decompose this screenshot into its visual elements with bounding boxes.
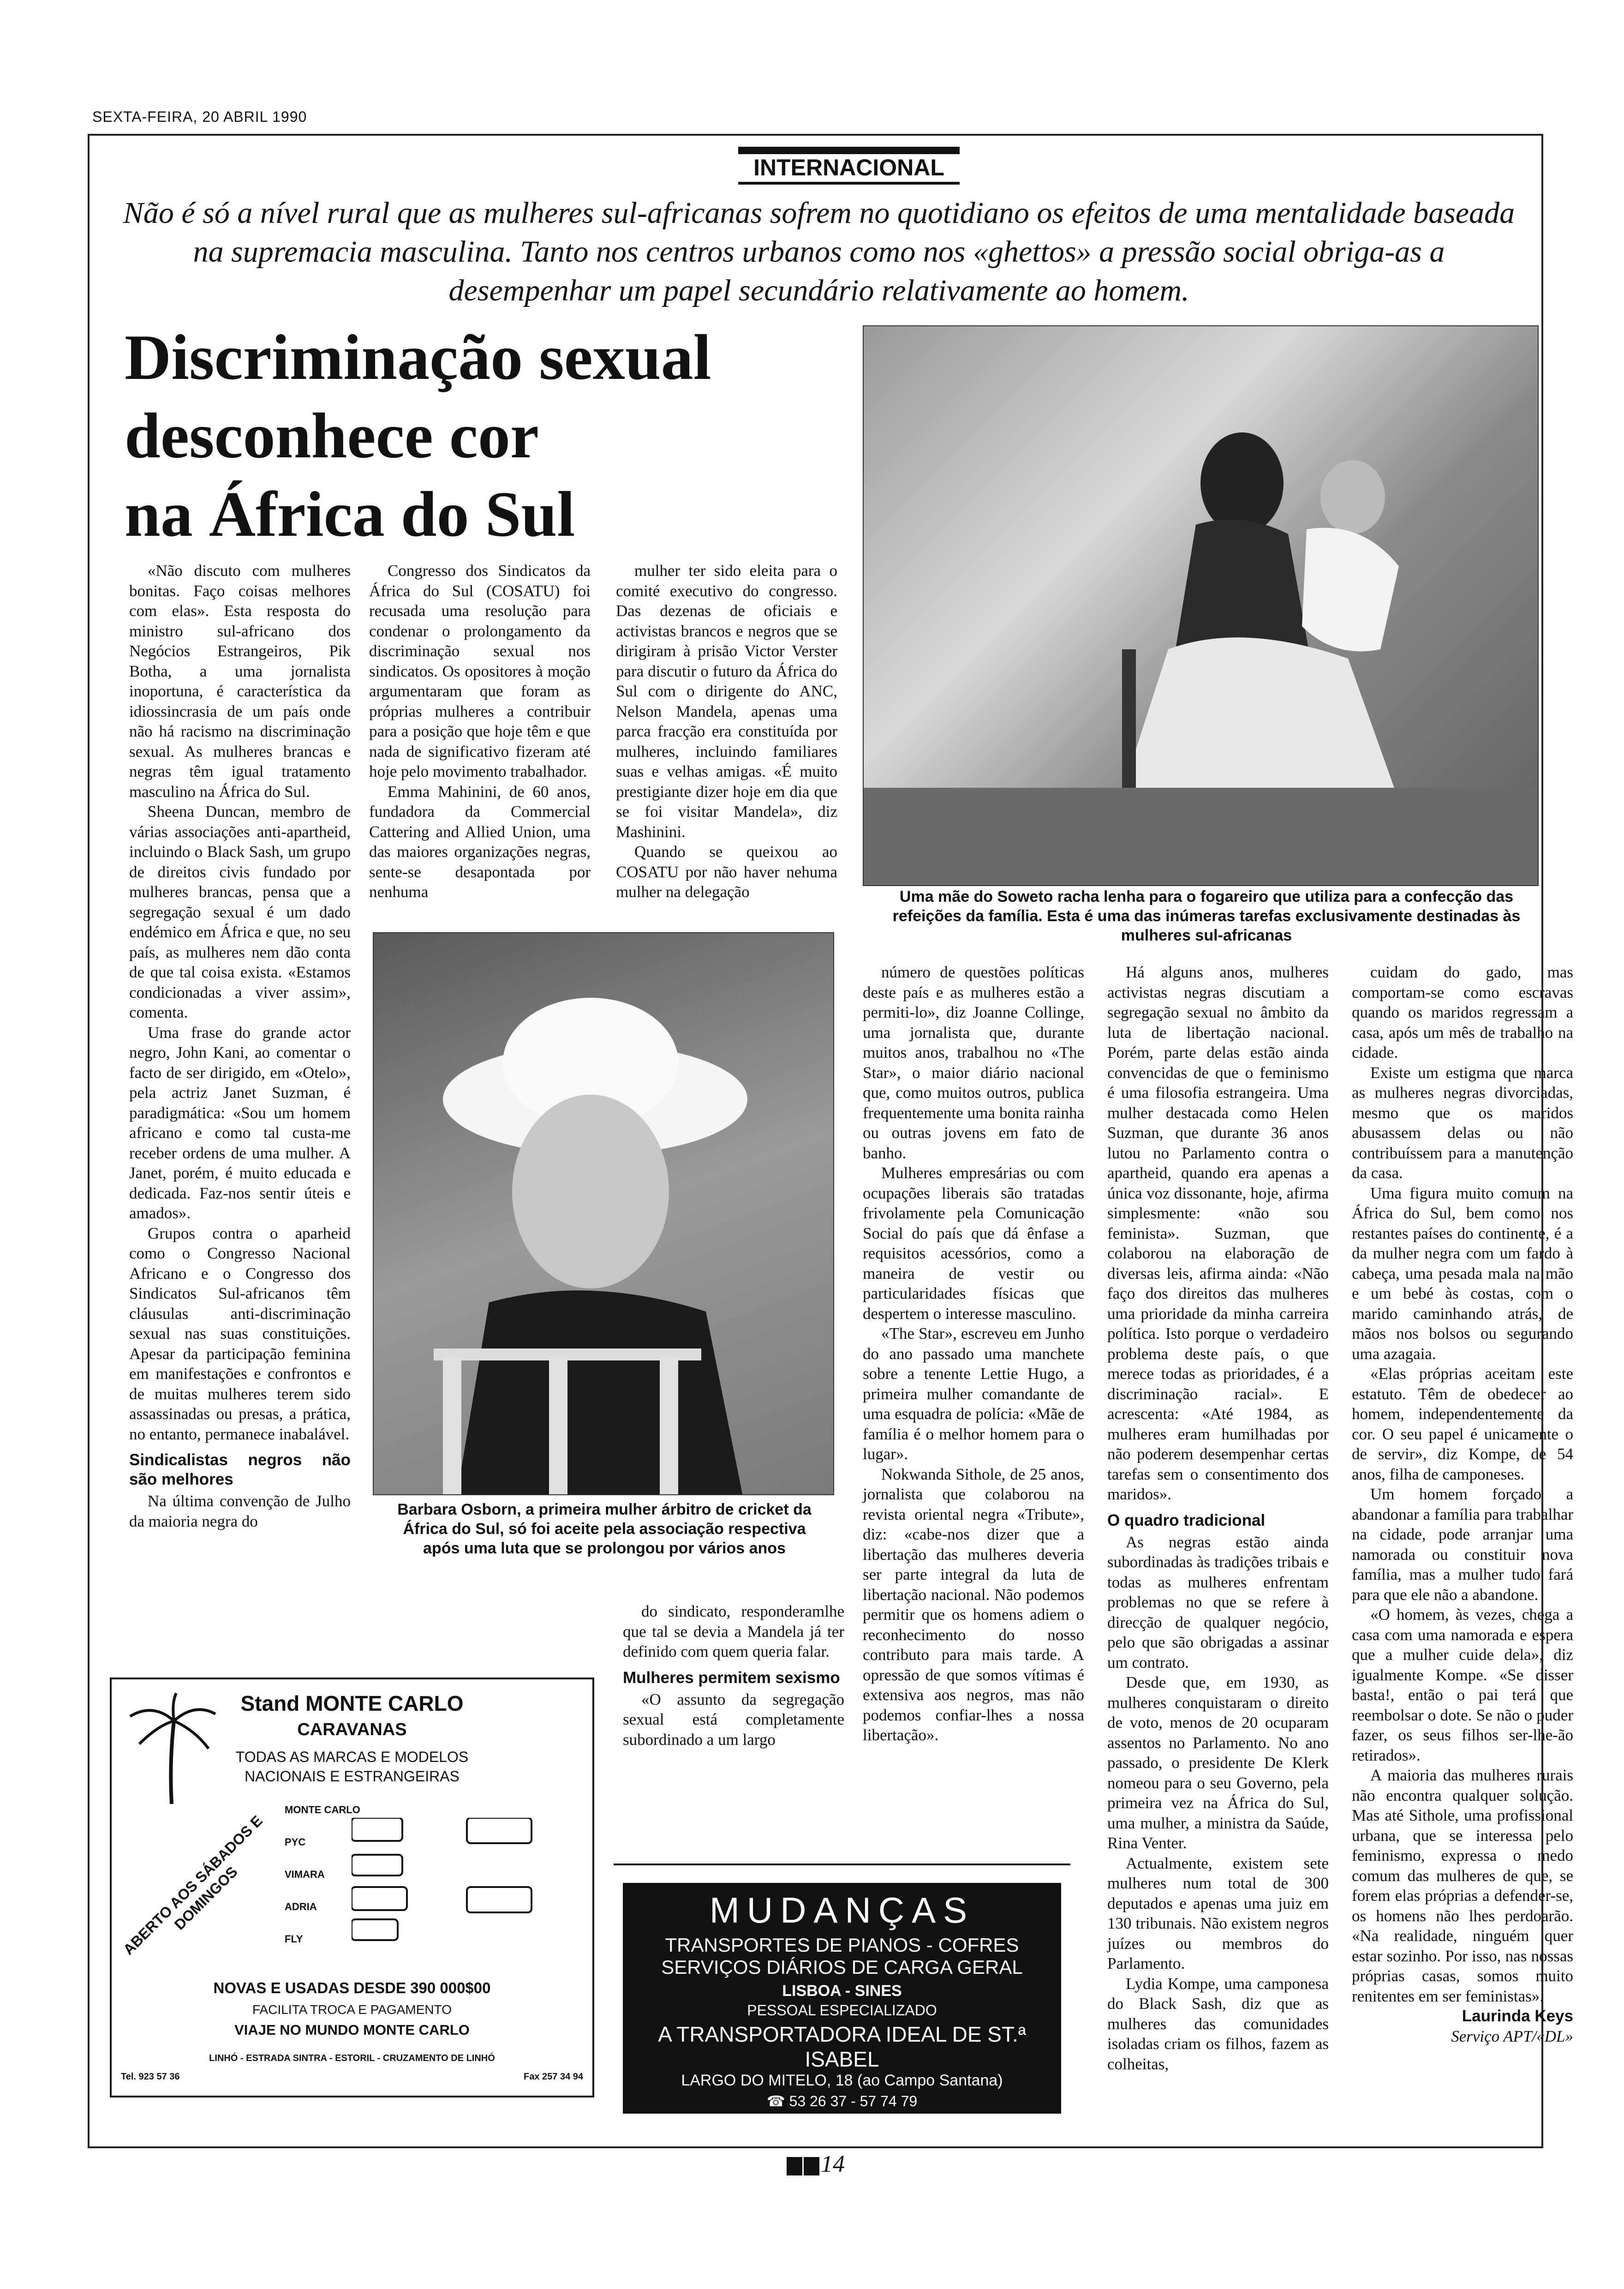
ad-slogan: VIAJE NO MUNDO MONTE CARLO xyxy=(234,2022,470,2038)
subhead: Mulheres permitem sexismo xyxy=(623,1668,840,1687)
ad-title-prefix: Stand xyxy=(240,1691,306,1715)
model-label: VIMARA xyxy=(285,1869,325,1880)
article-column-3-continued xyxy=(623,1601,844,1750)
ad-mudancas xyxy=(623,1883,1061,2114)
article-column-3 xyxy=(616,561,837,902)
article-column-6 xyxy=(1352,962,1573,2046)
caravans-icon xyxy=(352,1818,555,1952)
ad-subtitle: CARAVANAS xyxy=(297,1720,407,1739)
ad-phone: ☎ 53 26 37 - 57 74 79 xyxy=(766,2093,918,2109)
ad-address: LINHÓ - ESTRADA SINTRA - ESTORIL - CRUZAMENTO DE LINHÓ xyxy=(209,2053,495,2063)
paragraph: Actualmente, existem sete mulheres num total de 300 deputados e apenas uma juiz em 130 tribunais. Não existem negros juízes ou membros do Parlamento. xyxy=(1107,1854,1329,1972)
author-signature: Laurinda Keys xyxy=(1462,2007,1573,2025)
ad-title: MUDANÇAS xyxy=(709,1890,975,1930)
article-column-4 xyxy=(863,962,1084,1745)
author-agency: Serviço APT/«DL» xyxy=(1451,2027,1573,2045)
paragraph: Nokwanda Sithole, de 25 anos, jornalista que colaborou na revista oriental negra «Tribute», diz: «cabe-nos dizer que a libertação das mulheres deveria ser parte integral da luta de libertação nacional. Não podemos permitir que os homens adiem o reconhecimento do nosso contributo para mais tarde. A opressão de que somos vítimas é extensiva aos negros, mas não podemos confiar-lhes a nossa libertação». xyxy=(863,1465,1084,1744)
paragraph: Grupos contra o aparheid como o Congresso Nacional Africano e o Congresso dos Sindicatos Sul-africanos têm cláusulas anti-discriminação sexual nas suas constituições. Apesar da participação feminina em manifestações e confrontos e de muitas mulheres terem sido assassinadas ou presas, a prática, no entanto, permanece inabalável. xyxy=(129,1224,351,1443)
section-label: INTERNACIONAL xyxy=(738,147,960,185)
paragraph: Um homem forçado a abandonar a família para trabalhar na cidade, pode arranjar uma namorada ou constituir nova família, mas a mulher tudo fará para que ele não a abandone. xyxy=(1352,1485,1574,1604)
model-label: MONTE CARLO xyxy=(285,1804,360,1816)
paragraph: do sindicato, responderamlhe que tal se devia a Mandela já ter definido com quem queria falar. xyxy=(623,1602,844,1660)
photo-illustration xyxy=(864,326,1539,886)
paragraph: A maioria das mulheres rurais não encontra qualquer solução. Mas até Sithole, uma profissional urbana, que se interessa pelo feminismo, expressa o medo comum das mulheres de que, se forem elas próprias a defender-se, os homens não lhes perdoarão. «Na realidade, ninguém quer estar sozinho. Por isso, nas nossas próprias casas, somos muito renitentes em ser feministas». xyxy=(1352,1766,1573,2005)
newspaper-logo-icon xyxy=(787,2157,802,2175)
paragraph: Existe um estigma que marca as mulheres negras divorciadas, mesmo que os maridos abusassem delas ou não contribuíssem para a manutenção da casa. xyxy=(1352,1063,1573,1182)
paragraph: Lydia Kompe, uma camponesa do Black Sash, diz que as mulheres das comunidades isoladas criam os filhos, fazem as colheitas, xyxy=(1107,1974,1329,2073)
ad-line: TODAS AS MARCAS E MODELOS xyxy=(235,1749,469,1765)
ad-line: PESSOAL ESPECIALIZADO xyxy=(747,2002,937,2019)
ad-offer: NOVAS E USADAS DESDE 390 000$00 xyxy=(213,1979,491,1996)
model-label: ADRIA xyxy=(285,1901,317,1912)
ad-line: NACIONAIS E ESTRANGEIRAS xyxy=(245,1768,460,1785)
ad-opening-days: ABERTO AOS SÁBADOS E DOMINGOS xyxy=(119,1812,266,1958)
page-number xyxy=(787,2151,845,2178)
ad-route: LISBOA - SINES xyxy=(782,1982,902,2000)
subhead: Sindicalistas negros não são melhores xyxy=(129,1451,351,1488)
paragraph: cuidam do gado, mas comportam-se como escravas quando os maridos regressam a casa, após um mês de trabalho na cidade. xyxy=(1352,963,1573,1061)
paragraph: «O assunto da segregação sexual está completamente subordinado a um largo xyxy=(623,1690,844,1749)
paragraph: Uma figura muito comum na África do Sul, bem como nos restantes países do continente, é a da mulher negra com um fardo à cabeça, uma pesada mala na mão e um bebé às costas, com o marido caminhando atrás, de mãos nos bolsos ou segurando uma azagaia. xyxy=(1352,1184,1573,1363)
paragraph: As negras estão ainda subordinadas às tradições tribais e todas as mulheres enfrentam problemas no que se refere à direcção de qualquer negócio, pelo que são obrigadas a assinar um contrato. xyxy=(1107,1533,1329,1672)
paragraph: mulher ter sido eleita para o comité executivo do congresso. Das dezenas de oficiais e activistas brancos e negros que se dirigiram à prisão Victor Verster para discutir o futuro da África do Sul com o dirigente do ANC, Nelson Mandela, apenas uma parca fracção era constituída por mulheres, incluindo familiares suas e velhas amigas. «É muito prestigiante dizer hoje em dia que se foi visitar Mandela», diz Mashinini. xyxy=(616,562,837,841)
paragraph: Emma Mahinini, de 60 anos, fundadora da Commercial Cattering and Allied Union, uma das maiores organizações negras, sente-se desapontada por nenhuma xyxy=(369,782,591,901)
paragraph: Mulheres empresárias ou com ocupações liberais são tratadas frivolamente pela Comunicação Social do país que dá ênfase a requisitos acessórios, como a maneira de vestir ou particularidades físicas que despertem o interesse masculino. xyxy=(863,1164,1084,1323)
article-column-2 xyxy=(369,561,591,902)
title-line: Discriminação sexual xyxy=(125,322,711,393)
title-line: na África do Sul xyxy=(125,479,575,550)
ad-company: A TRANSPORTADORA IDEAL DE ST.ª ISABEL xyxy=(658,2022,1026,2071)
article-column-1 xyxy=(129,561,351,1531)
photo-soweto-caption: Uma mãe do Soweto racha lenha para o fogareiro que utiliza para a confecção das refeições da família. Esta é uma das inúmeras tarefas exclusivamente destinadas às mulheres sul-africanas xyxy=(892,888,1521,944)
article-title xyxy=(125,318,844,554)
paragraph: Há alguns anos, mulheres activistas negras discutiam a segregação sexual no âmbito da luta de libertação nacional. Porém, parte delas estão ainda convencidas de que o feminismo é uma filosofia estrangeira. Uma mulher destacada como Helen Suzman, que durante 36 anos lutou no Parlamento contra o apartheid, quando era apenas a única voz dissonante, hoje, afirma simplesmente: «não sou feminista». Suzman, que colaborou na elaboração de diversas leis, afirma ainda: «Não faço dos direitos das mulheres uma prioridade da minha carreira política. Isto porque o verdadeiro problema deste país, o que merece todas as prioridades, é a discriminação racial». E acrescenta: «Até 1984, as mulheres eram humilhadas por não poderem desempenhar certas tarefas sem o consentimento dos maridos». xyxy=(1107,963,1329,1503)
ad-line: FACILITA TROCA E PAGAMENTO xyxy=(252,2002,452,2017)
photo-barbara-osborn xyxy=(373,932,834,1495)
paragraph: «O homem, às vezes, chega a casa com uma namorada e espera que a mulher cuide dela», diz igualmente Kompe. «Se disser basta!, então o pai terá que reembolsar o dote. Se não o puder fazer, os seus filhos ser-lhe-ão retirados». xyxy=(1352,1606,1573,1764)
ad-fax: Fax 257 34 94 xyxy=(524,2072,583,2082)
ad-telephone: Tel. 923 57 36 xyxy=(121,2072,180,2082)
paragraph: «Não discuto com mulheres bonitas. Faço coisas melhores com elas». Esta resposta do ministro sul-africano dos Negócios Estrangeiros, Pik Botha, a uma jornalista inoportuna, é característica da idiossincrasia de um país onde não há racismo na discriminação sexual. As mulheres brancas e negras têm igual tratamento masculino na África do Sul. xyxy=(129,562,351,801)
paragraph: Congresso dos Sindicatos da África do Sul (COSATU) foi recusada uma resolução para condenar o prolongamento da discriminação sexual nos sindicatos. Os opositores à moção argumentaram que foram as próprias mulheres a contribuir para a posição que hoje têm e que nada de significativo fizeram até hoje pelo movimento trabalhador. xyxy=(369,562,591,780)
article-lead: Não é só a nível rural que as mulheres sul-africanas sofrem no quotidiano os efeitos de uma mentalidade baseada na supremacia masculina. Tanto nos centros urbanos como nos «ghettos» a pressão social obriga-as a desempenhar um papel secundário relativamente ao homem. xyxy=(123,196,1515,307)
ad-monte-carlo xyxy=(110,1678,594,2097)
page-number-text: 14 xyxy=(821,2151,845,2177)
photo-illustration xyxy=(374,933,834,1495)
newspaper-logo-icon xyxy=(804,2157,819,2175)
ad-line: TRANSPORTES DE PIANOS - COFRES xyxy=(665,1934,1019,1956)
paragraph: «The Star», escreveu em Junho do ano passado uma manchete sobre a tenente Lettie Hugo, a primeira mulher comandante de uma esquadra de polícia: «Mãe de família é o melhor homem para o lugar». xyxy=(863,1324,1084,1463)
photo-soweto-mother xyxy=(863,325,1539,886)
paragraph: Na última convenção de Julho da maioria negra do xyxy=(129,1492,351,1530)
ad-line: SERVIÇOS DIÁRIOS DE CARGA GERAL xyxy=(661,1956,1023,1978)
paragraph: «Elas próprias aceitam este estatuto. Têm de obedecer ao homem, independentemente da cor. O seu papel é unicamente o de servir», diz Kompe, de 54 anos, filha de camponeses. xyxy=(1352,1365,1573,1483)
issue-date: SEXTA-FEIRA, 20 ABRIL 1990 xyxy=(92,108,307,125)
ad-brand: MONTE CARLO xyxy=(305,1691,464,1715)
subhead: O quadro tradicional xyxy=(1107,1511,1266,1529)
article-column-5 xyxy=(1107,962,1329,2074)
paragraph: Quando se queixou ao COSATU por não haver nehuma mulher na delegação xyxy=(616,843,837,901)
ad-divider xyxy=(614,1864,1070,1865)
paragraph: número de questões políticas deste país e as mulheres estão a permiti-lo», diz Joanne Collinge, uma jornalista que, durante muitos anos, trabalhou no «The Star», o maior diário nacional que, como muitos outros, publica frequentemente uma bonita rainha ou outras jovens em fato de banho. xyxy=(863,963,1084,1162)
title-line: desconhece cor xyxy=(125,400,539,472)
model-label: FLY xyxy=(285,1933,303,1945)
model-label: PYC xyxy=(285,1836,306,1848)
photo-barbara-caption: Barbara Osborn, a primeira mulher árbitro de cricket da África do Sul, só foi aceite pela associação respectiva após uma luta que se prolongou por vários anos xyxy=(397,1501,812,1557)
paragraph: Uma frase do grande actor negro, John Kani, ao comentar o facto de ser dirigido, em «Otelo», pela actriz Janet Suzman, é paradigmática: «Sou um homem africano e como tal custa-me receber ordens de uma mulher. A Janet, porém, é muito educada e dedicada. Faz-nos sentir úteis e amados». xyxy=(129,1023,351,1222)
paragraph: Desde que, em 1930, as mulheres conquistaram o direito de voto, menos de 20 ocuparam assentos no Parlamento. No ano passado, o presidente De Klerk nomeou para o seu Governo, pela primeira vez na África do Sul, uma mulher, a ministra da Saúde, Rina Venter. xyxy=(1107,1673,1329,1852)
paragraph: Sheena Duncan, membro de várias associações anti-apartheid, incluindo o Black Sash, um grupo de direitos civis fundado por mulheres brancas, pensa que a segregação sexual é um dado endémico em África e que, no seu país, as mulheres nem dão conta de que tal coisa exista. «Estamos condicionadas a viver assim», comenta. xyxy=(129,803,351,1021)
ad-address: LARGO DO MITELO, 18 (ao Campo Santana) xyxy=(681,2072,1003,2089)
